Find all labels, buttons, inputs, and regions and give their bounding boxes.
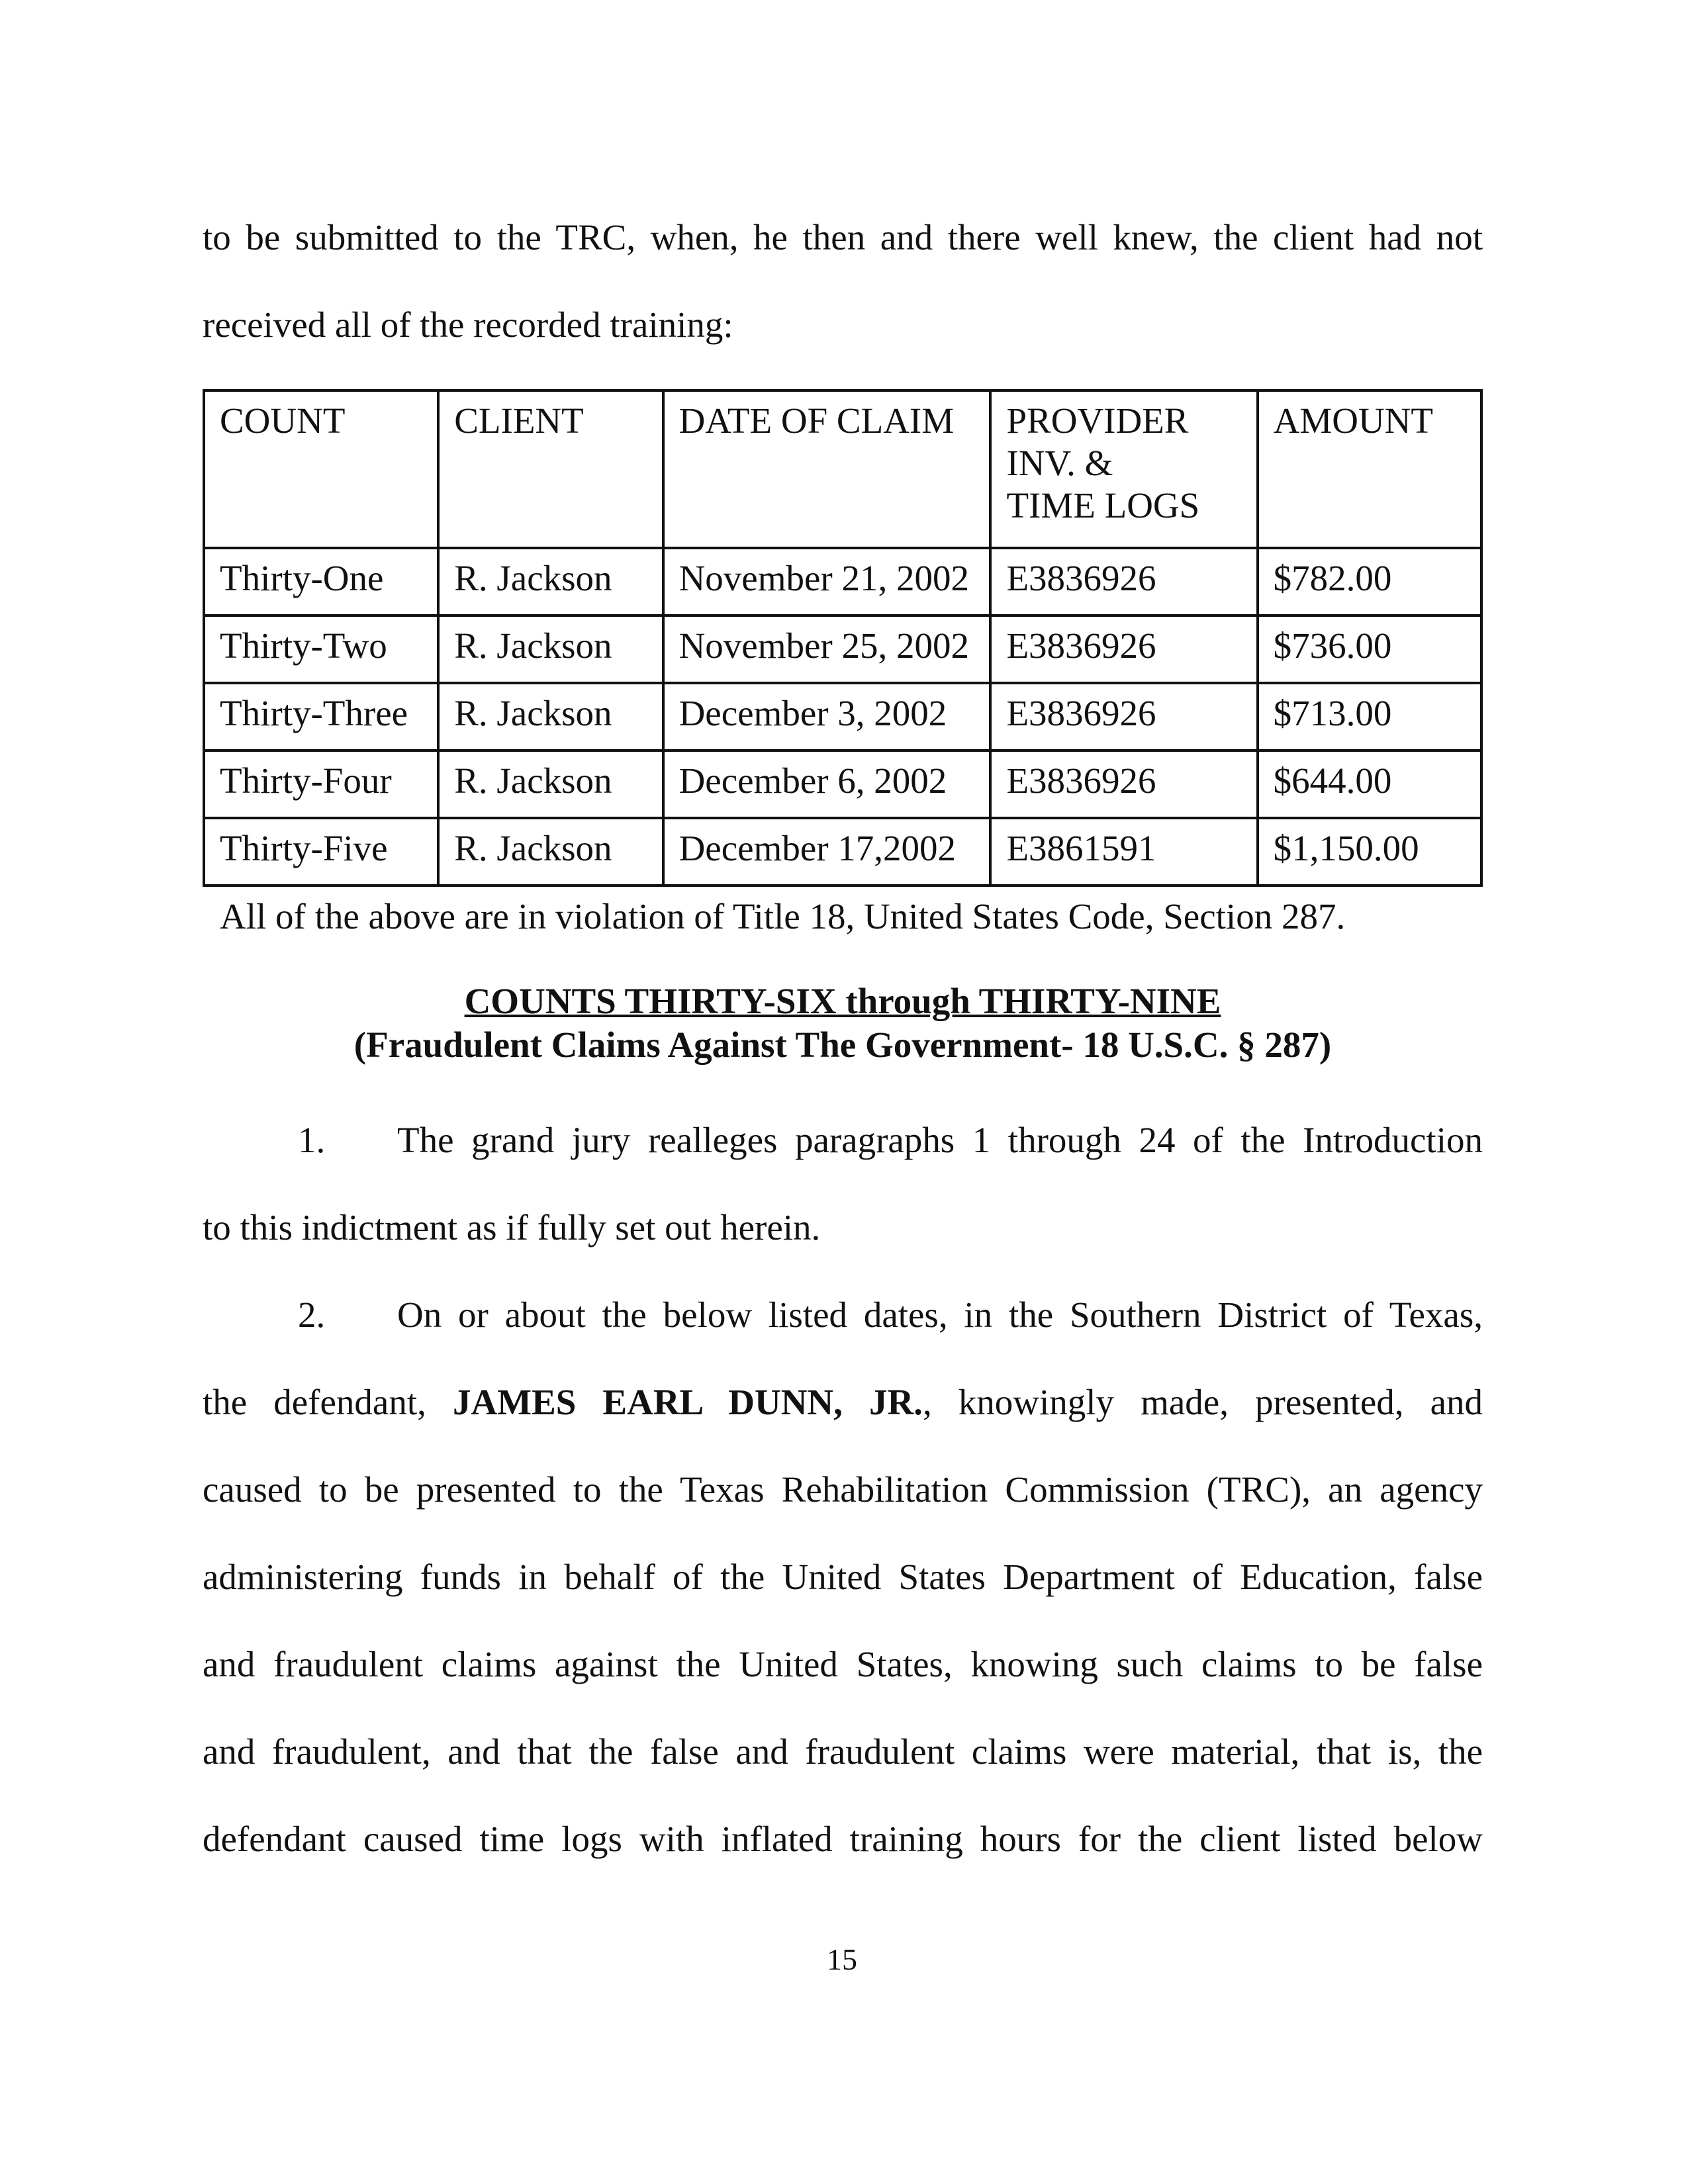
cell-provider: E3836926 <box>990 615 1257 683</box>
cell-client: R. Jackson <box>438 751 663 818</box>
paragraph-2-line-2-before: the defendant, <box>203 1382 426 1422</box>
paragraph-2-line-3: caused to be presented to the Texas Rehabilitation Commission (TRC), an agency <box>203 1469 1483 1510</box>
cell-date: December 3, 2002 <box>663 683 991 751</box>
paragraph-1-line-2: to this indictment as if fully set out herein. <box>203 1207 821 1248</box>
cell-amount: $713.00 <box>1258 683 1481 751</box>
defendant-name: JAMES EARL DUNN, JR. <box>452 1382 923 1422</box>
table-row <box>204 818 1481 886</box>
cell-amount: $644.00 <box>1258 751 1481 818</box>
table-row <box>204 615 1481 683</box>
header-count: COUNT <box>204 390 438 548</box>
section-heading-title <box>203 979 1483 1023</box>
cell-amount: $736.00 <box>1258 615 1481 683</box>
page-number: 15 <box>827 1942 857 1976</box>
cell-provider: E3836926 <box>990 683 1257 751</box>
cell-date: November 25, 2002 <box>663 615 991 683</box>
intro-line-2: received all of the recorded training: <box>203 304 733 345</box>
paragraph-2-line-5: and fraudulent claims against the United States, knowing such claims to be false <box>203 1644 1483 1684</box>
section-heading-subtitle: (Fraudulent Claims Against The Government- 18 U.S.C. § 287) <box>353 1024 1332 1065</box>
header-client: CLIENT <box>438 390 663 548</box>
header-date-of-claim: DATE OF CLAIM <box>663 390 991 548</box>
cell-date: December 6, 2002 <box>663 751 991 818</box>
cell-count: Thirty-Three <box>204 683 438 751</box>
table-header-row <box>204 390 1481 548</box>
cell-amount: $1,150.00 <box>1258 818 1481 886</box>
cell-provider: E3836926 <box>990 751 1257 818</box>
paragraph-2-text: On or about the below listed dates, in the Southern District of Texas, <box>397 1295 1483 1335</box>
header-provider-text: PROVIDER INV. & TIME LOGS <box>1006 400 1200 525</box>
paragraph-2-line-6: and fraudulent, and that the false and fraudulent claims were material, that is, the <box>203 1731 1483 1772</box>
paragraph-1-line-1 <box>298 1118 1483 1162</box>
section-heading-title-text: COUNTS THIRTY-SIX through THIRTY-NINE <box>464 981 1221 1021</box>
header-provider-inv-time-logs <box>990 390 1257 548</box>
cell-client: R. Jackson <box>438 548 663 615</box>
paragraph-1-number: 1. <box>298 1120 326 1160</box>
cell-count: Thirty-One <box>204 548 438 615</box>
paragraph-2-line-2 <box>203 1381 1483 1424</box>
cell-amount: $782.00 <box>1258 548 1481 615</box>
cell-count: Thirty-Five <box>204 818 438 886</box>
cell-client: R. Jackson <box>438 818 663 886</box>
table-row <box>204 751 1481 818</box>
cell-provider: E3836926 <box>990 548 1257 615</box>
paragraph-2-line-1 <box>298 1293 1483 1337</box>
paragraph-2-number: 2. <box>298 1295 326 1335</box>
intro-line-1: to be submitted to the TRC, when, he then and there well knew, the client had not <box>203 217 1483 257</box>
cell-client: R. Jackson <box>438 615 663 683</box>
counts-table <box>203 389 1483 887</box>
header-amount: AMOUNT <box>1258 390 1481 548</box>
cell-date: December 17,2002 <box>663 818 991 886</box>
cell-provider: E3861591 <box>990 818 1257 886</box>
paragraph-2-line-7: defendant caused time logs with inflated training hours for the client listed below <box>203 1819 1483 1859</box>
cell-date: November 21, 2002 <box>663 548 991 615</box>
paragraph-2-line-4: administering funds in behalf of the United States Department of Education, false <box>203 1557 1483 1597</box>
paragraph-2-line-2-after: , knowingly made, presented, and <box>922 1382 1483 1422</box>
violation-note: All of the above are in violation of Title 18, United States Code, Section 287. <box>220 896 1346 936</box>
cell-client: R. Jackson <box>438 683 663 751</box>
cell-count: Thirty-Two <box>204 615 438 683</box>
paragraph-1-text: The grand jury realleges paragraphs 1 through 24 of the Introduction <box>397 1120 1483 1160</box>
table-row <box>204 683 1481 751</box>
cell-count: Thirty-Four <box>204 751 438 818</box>
table-row <box>204 548 1481 615</box>
